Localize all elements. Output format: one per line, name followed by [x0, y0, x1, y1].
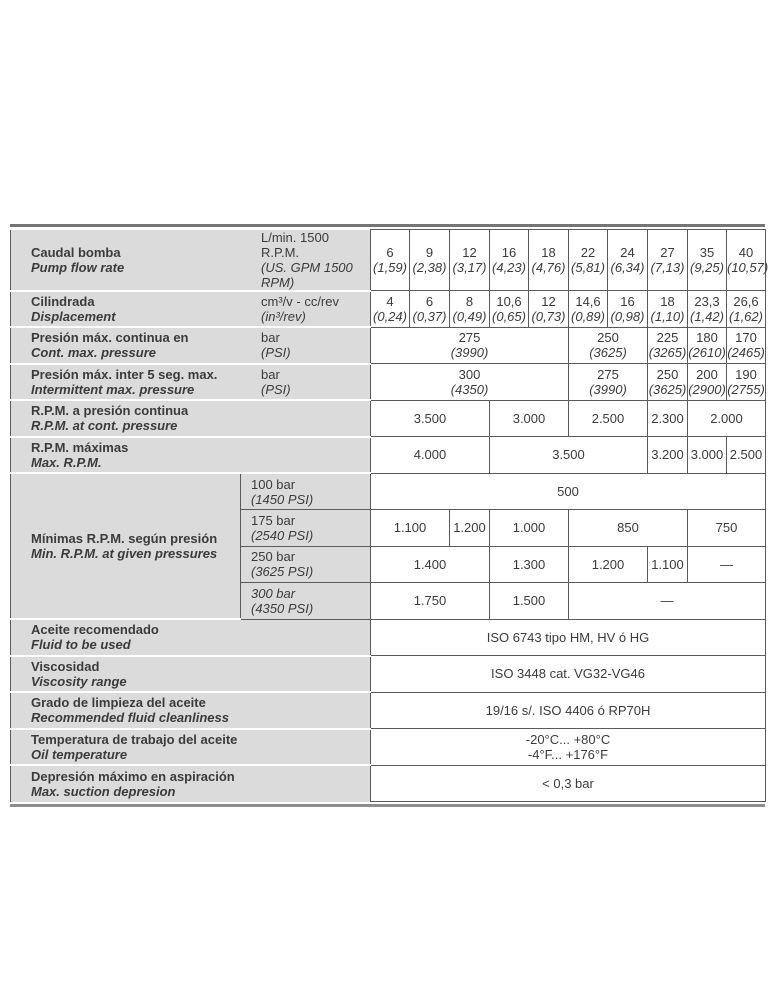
- value: 1.100: [393, 520, 427, 536]
- sublabel-bar: 300 bar: [251, 585, 296, 601]
- value: 6: [386, 245, 394, 260]
- value-alt: (2755): [727, 381, 765, 397]
- value: 3.000: [512, 410, 546, 426]
- value-cell: [371, 327, 569, 364]
- value: 18: [541, 245, 556, 260]
- value-alt: (2465): [727, 345, 765, 361]
- label-es: Presión máx. inter 5 seg. max.: [31, 366, 218, 382]
- label-en: Oil temperature: [31, 746, 128, 762]
- value-alt: (0,98): [610, 308, 645, 324]
- value-cell: [648, 400, 688, 437]
- value: 225: [656, 330, 679, 346]
- value-alt: (5,81): [571, 260, 605, 275]
- value-alt: (1,62): [729, 308, 763, 324]
- label-en: Max. R.P.M.: [31, 454, 102, 470]
- value-alt: (1,10): [650, 308, 685, 324]
- value-cell: [371, 546, 490, 583]
- row-label-cell: [11, 437, 371, 474]
- value: 24: [620, 245, 635, 260]
- value-alt: (2610): [688, 345, 726, 361]
- value-cell: [371, 437, 490, 474]
- value-cell: [450, 230, 490, 291]
- unit-en: (PSI): [261, 381, 291, 397]
- value: 2.500: [729, 447, 763, 463]
- value-cell: [569, 510, 688, 547]
- unit-en: (PSI): [261, 345, 291, 361]
- row-label-cell: [11, 327, 371, 364]
- value-alt: (1,59): [373, 260, 407, 275]
- pressure-sublabel-cell: [241, 546, 371, 583]
- value: 1.200: [453, 520, 486, 536]
- value: ISO 6743 tipo HM, HV ó HG: [486, 629, 650, 645]
- sublabel-bar: 100 bar: [251, 476, 296, 492]
- value-alt: (4,23): [492, 260, 526, 275]
- value-cell: [410, 230, 450, 291]
- value: 35: [699, 245, 715, 260]
- value: 1.200: [591, 556, 625, 572]
- value: 16: [501, 245, 517, 260]
- row-pump-flow-rate: [11, 230, 766, 291]
- pressure-sublabel-cell: [241, 473, 371, 510]
- value: —: [720, 556, 733, 572]
- value: 180: [696, 330, 718, 346]
- value-cell: [490, 510, 569, 547]
- value: ISO 3448 cat. VG32-VG46: [491, 666, 645, 682]
- value-alt: (4350): [450, 381, 489, 397]
- value: 1.500: [512, 593, 546, 609]
- value-cell: [569, 230, 608, 291]
- label-en: Intermittent max. pressure: [31, 381, 195, 397]
- value: 18: [660, 293, 675, 309]
- value-cell: [608, 291, 648, 328]
- value-cell: [371, 291, 410, 328]
- value-cell: [371, 765, 766, 802]
- row-fluid-cleanliness: [11, 692, 766, 729]
- value-line2: -4°F... +176°F: [527, 746, 609, 762]
- value-alt: (9,25): [690, 260, 724, 275]
- row-label-cell: [11, 291, 371, 328]
- value-cell: [569, 583, 766, 620]
- unit-es: bar: [261, 330, 280, 346]
- sublabel-psi: (3625 PSI): [251, 564, 314, 580]
- row-label-cell: [11, 400, 371, 437]
- value-alt: (6,34): [610, 260, 645, 275]
- sublabel-psi: (4350 PSI): [251, 600, 314, 616]
- value-cell: [569, 327, 648, 364]
- value: 3.200: [651, 447, 684, 463]
- label-en: R.P.M. at cont. pressure: [31, 418, 178, 434]
- spec-table-frame: [10, 224, 769, 807]
- label-es: Temperatura de trabajo del aceite: [31, 731, 238, 747]
- row-label-cell: [11, 230, 371, 291]
- row-label-cell: [11, 765, 371, 802]
- value-cell: [688, 291, 727, 328]
- row-max-suction-depression: [11, 765, 766, 802]
- value-cell: [727, 327, 766, 364]
- value-cell: [371, 619, 766, 656]
- value-cell: [727, 230, 769, 291]
- value: 12: [541, 293, 556, 309]
- value: 1.100: [651, 556, 684, 572]
- value-alt: (0,65): [492, 308, 526, 324]
- value: 190: [735, 366, 757, 382]
- value-cell: [569, 400, 648, 437]
- unit-es: L/min. 1500 R.P.M.: [261, 229, 329, 260]
- value-cell: [569, 546, 648, 583]
- value-cell: [490, 291, 529, 328]
- value-alt: (1,42): [690, 308, 724, 324]
- value-cell: [371, 364, 569, 401]
- value-cell: [490, 230, 529, 291]
- value: 250: [597, 330, 619, 346]
- value-alt: (0,73): [531, 308, 566, 324]
- value-cell: [371, 230, 410, 291]
- label-es: Aceite recomendado: [31, 622, 159, 638]
- value: 300: [458, 366, 481, 382]
- value: 16: [620, 293, 635, 309]
- value-cell: [371, 729, 766, 766]
- value-alt: (2900): [688, 381, 726, 397]
- value: 9: [425, 245, 434, 260]
- value-cell: [688, 510, 766, 547]
- value: 8: [465, 293, 474, 309]
- value-cell: [648, 327, 688, 364]
- value: 19/16 s/. ISO 4406 ó RP70H: [485, 702, 651, 718]
- value-alt: (3625): [648, 381, 687, 397]
- sublabel-bar: 250 bar: [251, 549, 296, 565]
- label-es: Grado de limpieza del aceite: [31, 695, 206, 711]
- value: 27: [660, 245, 675, 260]
- label-es: Cilindrada: [31, 293, 95, 309]
- value-alt: (3625): [589, 345, 627, 361]
- row-oil-temperature: [11, 729, 766, 766]
- value: 22: [580, 245, 596, 260]
- value: 3.500: [413, 410, 447, 426]
- value: 275: [597, 366, 619, 382]
- label-en: Fluid to be used: [31, 637, 131, 653]
- value-alt: (0,37): [412, 308, 447, 324]
- label-es: Caudal bomba: [31, 244, 121, 260]
- value-cell: [648, 437, 688, 474]
- value: 1.400: [413, 556, 447, 572]
- value: 1.750: [413, 593, 447, 609]
- value-alt: (3990): [589, 381, 627, 397]
- value-cell: [371, 583, 490, 620]
- value-cell: [450, 291, 490, 328]
- value: 2.300: [651, 410, 684, 426]
- value-cell: [648, 230, 688, 291]
- value-cell: [371, 656, 766, 693]
- value: 170: [735, 330, 757, 346]
- value-cell: [569, 291, 608, 328]
- row-intermittent-max-pressure: [11, 364, 766, 401]
- value: 26,6: [733, 293, 759, 309]
- value: 3.500: [552, 447, 585, 463]
- value-alt: (0,49): [452, 308, 487, 324]
- value-alt: (3265): [648, 345, 687, 361]
- value-cell: [727, 291, 766, 328]
- value-cell: [371, 400, 490, 437]
- row-label-cell: [11, 619, 371, 656]
- value: 2.000: [710, 410, 743, 426]
- value-cell: [688, 400, 766, 437]
- label-es: R.P.M. máximas: [31, 439, 129, 455]
- value-cell: [529, 230, 569, 291]
- value: 1.000: [512, 520, 546, 536]
- value: 23,3: [694, 293, 720, 309]
- unit-es: cm³/v - cc/rev: [261, 293, 339, 309]
- label-en: Cont. max. pressure: [31, 345, 156, 361]
- group-label-cell: [11, 473, 241, 619]
- value-cell: [371, 692, 766, 729]
- row-rpm-cont-pressure: [11, 400, 766, 437]
- unit-en: (in³/rev): [261, 308, 306, 324]
- value-alt: (0,89): [571, 308, 605, 324]
- value-alt: (3990): [450, 345, 489, 361]
- sublabel-bar: 175 bar: [251, 512, 296, 528]
- value: 850: [617, 520, 639, 536]
- row-displacement: [11, 291, 766, 328]
- value: 1.300: [512, 556, 546, 572]
- label-es: Presión máx. continua en: [31, 330, 189, 346]
- value-cell: [410, 291, 450, 328]
- sublabel-psi: (1450 PSI): [251, 491, 314, 507]
- value-cell: [688, 437, 727, 474]
- row-viscosity: [11, 656, 766, 693]
- value-cell: [648, 546, 688, 583]
- row-recommended-fluid: [11, 619, 766, 656]
- value: 6: [425, 293, 434, 309]
- value-cell: [688, 364, 727, 401]
- row-label-cell: [11, 729, 371, 766]
- value-cell: [727, 437, 766, 474]
- pressure-sublabel-cell: [241, 583, 371, 620]
- value-cell: [529, 291, 569, 328]
- value: 4.000: [413, 447, 447, 463]
- label-es: Depresión máximo en aspiración: [31, 768, 235, 784]
- value-cell: [371, 510, 450, 547]
- label-en: Min. R.P.M. at given pressures: [31, 546, 218, 561]
- value-cell: [727, 364, 766, 401]
- value-cell: [490, 437, 648, 474]
- label-es: Mínimas R.P.M. según presión: [31, 531, 218, 546]
- value: 250: [656, 366, 679, 382]
- row-max-rpm: [11, 437, 766, 474]
- value: 275: [458, 330, 481, 346]
- value-cell: [569, 364, 648, 401]
- value-cell: [490, 546, 569, 583]
- value-alt: (7,13): [650, 260, 685, 275]
- row-label-cell: [11, 692, 371, 729]
- value-alt: (4,76): [531, 260, 566, 275]
- label-en: Pump flow rate: [31, 259, 125, 275]
- value-cell: [490, 583, 569, 620]
- value: 750: [715, 520, 738, 536]
- value-cell: [450, 510, 490, 547]
- label-en: Recommended fluid cleanliness: [31, 710, 229, 726]
- value: < 0,3 bar: [542, 775, 594, 791]
- value-cell: [608, 230, 648, 291]
- label-en: Viscosity range: [31, 673, 127, 689]
- value-alt: (2,38): [412, 260, 447, 275]
- label-en: Displacement: [31, 308, 116, 324]
- value: 200: [696, 366, 718, 382]
- value: —: [660, 593, 674, 609]
- label-es: Viscosidad: [31, 658, 100, 674]
- value-alt: (3,17): [452, 260, 487, 275]
- row-label-cell: [11, 656, 371, 693]
- value-cell: [688, 327, 727, 364]
- value-cell: [648, 364, 688, 401]
- value-alt: (0,24): [373, 308, 407, 324]
- label-es: R.P.M. a presión continua: [31, 403, 189, 419]
- pressure-sublabel-cell: [241, 510, 371, 547]
- sublabel-psi: (2540 PSI): [251, 527, 314, 543]
- label-en: Max. suction depresion: [31, 783, 176, 799]
- row-min-rpm-100bar: [11, 473, 766, 510]
- value-cell: [688, 230, 727, 291]
- value-cell: [648, 291, 688, 328]
- value-cell: [490, 400, 569, 437]
- value: -20°C... +80°C: [525, 731, 611, 747]
- pump-spec-table: [10, 229, 769, 802]
- unit-es: bar: [261, 366, 280, 382]
- value: 2.500: [591, 410, 625, 426]
- value: 4: [386, 293, 394, 309]
- value-cell: [371, 473, 766, 510]
- row-cont-max-pressure: [11, 327, 766, 364]
- value: 40: [738, 245, 754, 260]
- row-label-cell: [11, 364, 371, 401]
- value: 12: [462, 245, 477, 260]
- value: 500: [557, 483, 579, 499]
- value: 3.000: [690, 447, 724, 463]
- value: 10,6: [496, 293, 522, 309]
- value: 14,6: [575, 293, 601, 309]
- value-alt: (10,57): [727, 260, 769, 275]
- unit-en: (US. GPM 1500 RPM): [261, 259, 353, 290]
- value-cell: [688, 546, 766, 583]
